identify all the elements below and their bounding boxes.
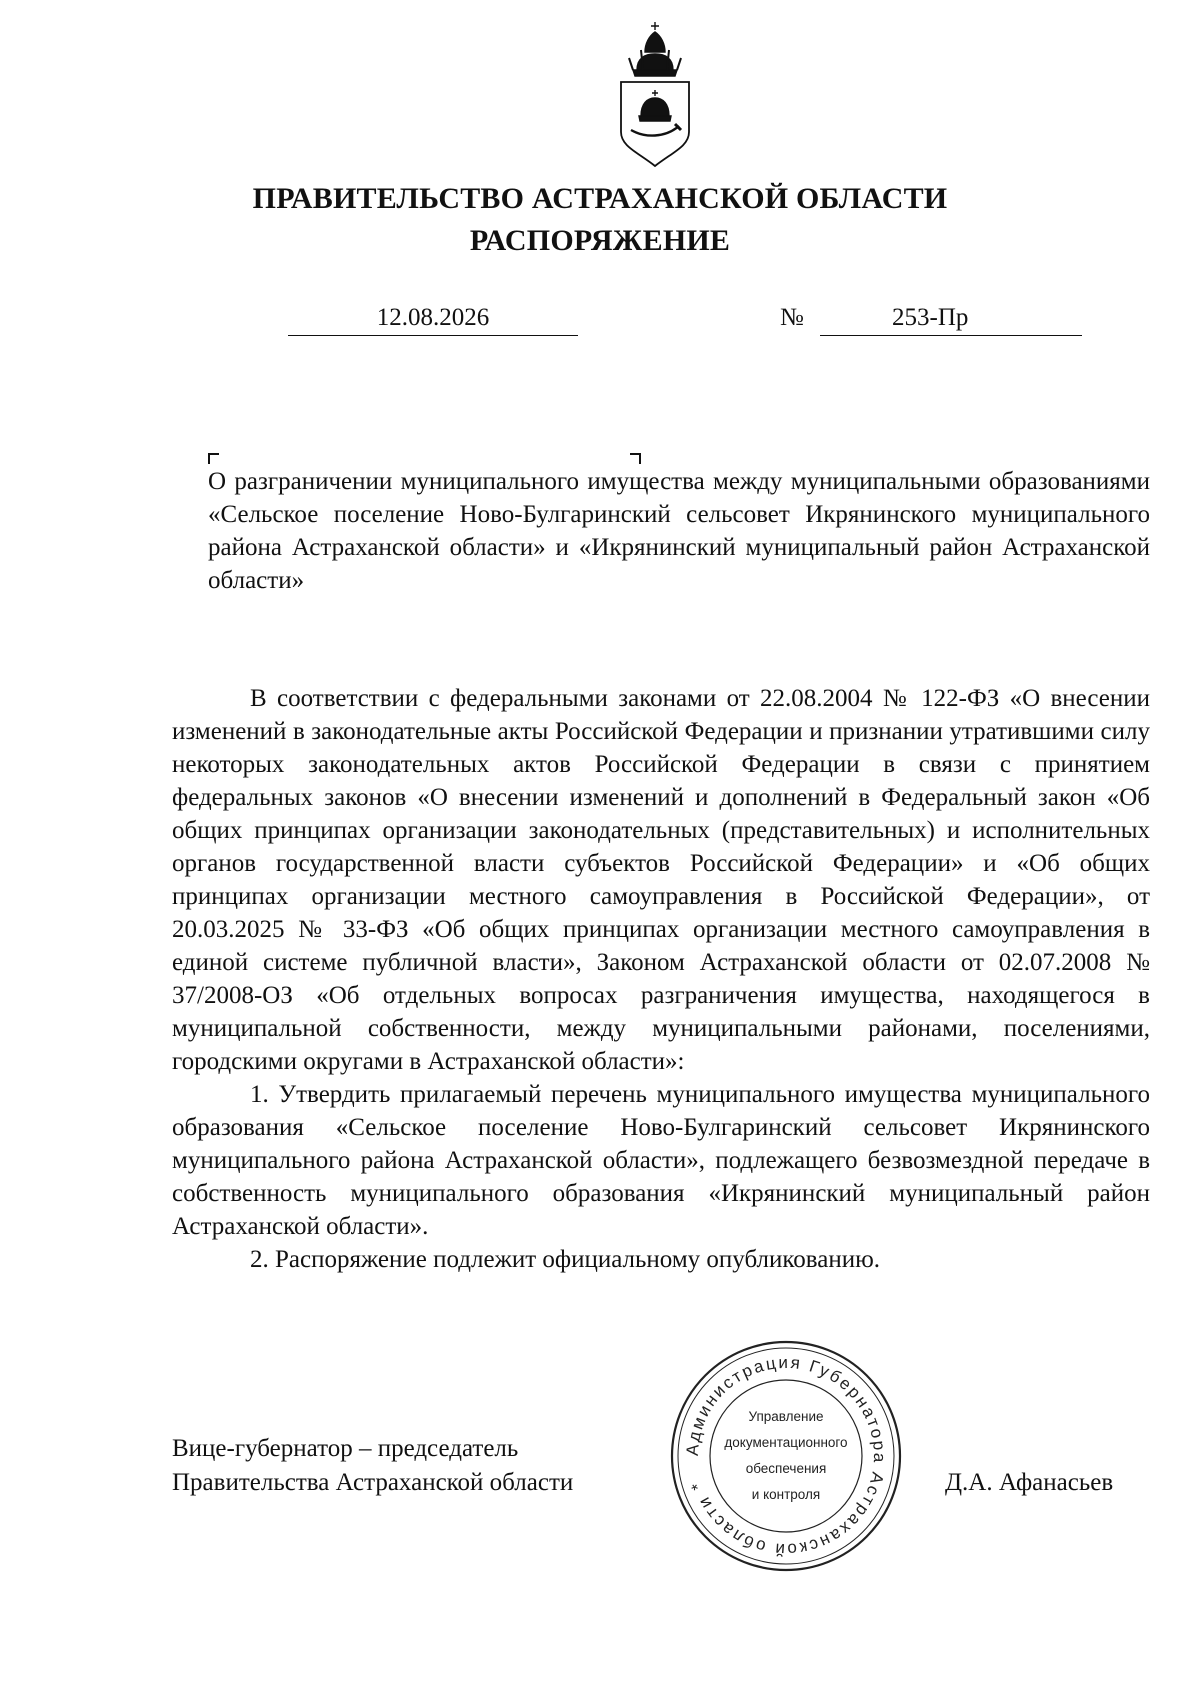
org-name: ПРАВИТЕЛЬСТВО АСТРАХАНСКОЙ ОБЛАСТИ (252, 182, 948, 215)
position-line-1: Вице-губернатор – председатель (172, 1435, 519, 1462)
document-header (0, 178, 1200, 262)
stamp-ring-text: Администрация Губернатора Астраханской области * (682, 1352, 890, 1560)
registration-number: 253-Пр (820, 303, 1082, 336)
subject-bracket-right (630, 453, 641, 464)
document-subject: О разграничении муниципального имущества между муниципальными образованиями «Сельское поселение Ново-Булгаринский сельсовет Икрянинского муниципального района Астраханской области» и «Икрянинский муниципальный район Астраханской области» (208, 468, 1150, 594)
item-1-paragraph: 1. Утвердить прилагаемый перечень муниципального имущества муниципального образования «Сельское поселение Ново-Булгаринский сельсовет Икрянинского муниципального района Астраханской области», подлежащего безвозмездной передаче в собственность муниципального образования «Икрянинский муниципальный район Астраханской области». (172, 1081, 1150, 1240)
registration-date: 12.08.2026 (288, 303, 578, 336)
coat-of-arms-icon (615, 20, 695, 168)
stamp-center-text (698, 1404, 874, 1508)
document-body (172, 682, 1150, 1276)
item-2-paragraph: 2. Распоряжение подлежит официальному опубликованию. (250, 1246, 881, 1273)
stamp-line-3: обеспечения (745, 1461, 827, 1476)
stamp-line-4: и контроля (751, 1487, 821, 1502)
preamble-paragraph: В соответствии с федеральными законами от 22.08.2004 № 122-ФЗ «О внесении изменений в законодательные акты Российской Федерации и признании утратившими силу некоторых законодательных актов Российской Федерации в связи с принятием федеральных законов «О внесении изменений и дополнений в Федеральный закон «Об общих принципах организации законодательных (представительных) и исполнительных органов государственной власти субъектов Российской Федерации» и «Об общих принципах организации местного самоуправления в Российской Федерации», от 20.03.2025 № 33-ФЗ «Об общих принципах организации местного самоуправления в единой системе публичной власти», Законом Астраханской области от 02.07.2008 № 37/2008-ОЗ «Об отдельных вопросах разграничения имущества, находящегося в муниципальной собственности, между муниципальными районами, поселениями, городскими округами в Астраханской области»: (172, 685, 1150, 1075)
stamp-line-2: документационного (724, 1435, 848, 1450)
position-line-2: Правительства Астраханской области (172, 1469, 574, 1496)
registration-number-label: № (780, 304, 804, 331)
signatory-position (172, 1432, 573, 1500)
signatory-name: Д.А. Афанасьев (945, 1469, 1114, 1496)
subject-bracket-left (208, 453, 219, 464)
document-type: РАСПОРЯЖЕНИЕ (469, 224, 731, 257)
stamp-line-1: Управление (748, 1409, 824, 1424)
